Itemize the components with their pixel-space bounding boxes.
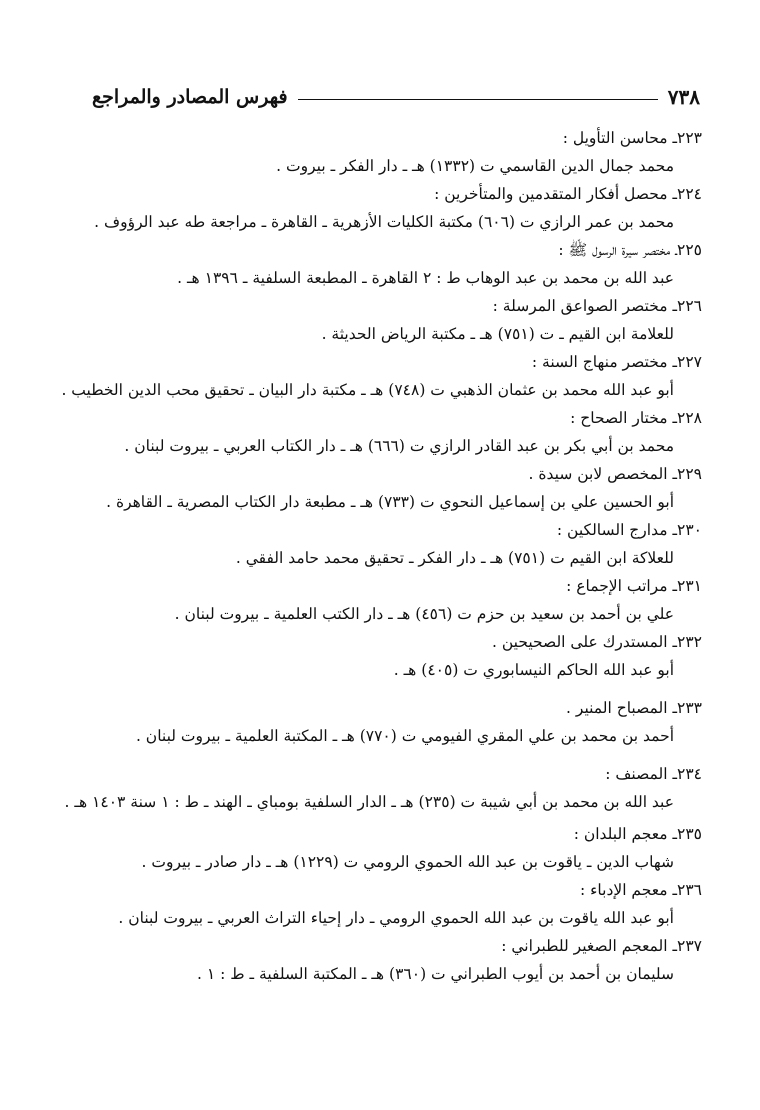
entry-description: أبو عبد الله ياقوت بن عبد الله الحموي الرومي ـ دار إحياء التراث العربي ـ بيروت لبنان . — [118, 909, 674, 927]
entry-title: ـ مختصر منهاج السنة : — [531, 353, 678, 371]
entry-title: ـ محصل أفكار المتقدمين والمتأخرين : — [434, 185, 678, 203]
entry-title-line — [40, 876, 702, 904]
entry-title-line — [40, 628, 702, 656]
entry-title-line — [40, 572, 702, 600]
entry-title-line — [40, 404, 702, 432]
entry-title: ـ مراتب الإجماع : — [566, 577, 678, 595]
running-title: فهرس المصادر والمراجع — [92, 86, 288, 108]
entry-title-line — [40, 516, 702, 544]
entry-title-line — [40, 932, 702, 960]
bibliography-entry — [40, 572, 702, 628]
entry-title: ـ محاسن التأويل : — [562, 129, 678, 147]
entry-number: ٢٢٦ — [677, 297, 702, 315]
entry-title: ـ المستدرك على الصحيحين . — [492, 633, 678, 651]
entry-title: ـ معجم البلدان : — [573, 825, 678, 843]
entry-number: ٢٣٢ — [677, 633, 702, 651]
bibliography-entry — [40, 516, 702, 572]
bibliography-entry — [40, 628, 702, 684]
bibliography-entry — [40, 180, 702, 236]
entry-title-line — [40, 460, 702, 488]
bibliography-entry — [40, 876, 702, 932]
entry-number: ٢٣٣ — [677, 699, 702, 717]
entry-number: ٢٣٧ — [677, 937, 702, 955]
entry-title: ـ المخصص لابن سيدة . — [528, 465, 678, 483]
entry-title: ـ مختصر سيرة الرسول ﷺ : — [558, 241, 678, 259]
entry-number: ٢٣٤ — [677, 765, 702, 783]
entry-title-line — [40, 694, 702, 722]
bibliography-entry — [40, 760, 702, 816]
spacer — [40, 750, 702, 760]
entry-description: أبو عبد الله الحاكم النيسابوري ت (٤٠٥) هـ . — [393, 661, 674, 679]
entry-number: ٢٣٠ — [677, 521, 702, 539]
entry-description: للعلامة ابن القيم ـ ت (٧٥١) هـ ـ مكتبة الرياض الحديثة . — [321, 325, 674, 343]
header-rule — [298, 99, 658, 100]
entry-number: ٢٢٧ — [677, 353, 702, 371]
entry-number: ٢٣٦ — [677, 881, 702, 899]
entry-description: أبو عبد الله محمد بن عثمان الذهبي ت (٧٤٨) هـ ـ مكتبة دار البيان ـ تحقيق محب الدين الخطيب . — [61, 381, 674, 399]
page-header — [92, 82, 700, 112]
bibliography-entry — [40, 694, 702, 750]
entry-description: أبو الحسين علي بن إسماعيل النحوي ت (٧٣٣) هـ ـ مطبعة دار الكتاب المصرية ـ القاهرة . — [106, 493, 674, 511]
entry-description: شهاب الدين ـ ياقوت بن عبد الله الحموي الرومي ت (١٢٢٩) هـ ـ دار صادر ـ بيروت . — [141, 853, 674, 871]
bibliography-list — [40, 124, 702, 988]
entry-title: ـ المصنف : — [605, 765, 678, 783]
entry-number: ٢٢٤ — [677, 185, 702, 203]
entry-number: ٢٢٨ — [677, 409, 702, 427]
entry-title-line — [40, 292, 702, 320]
entry-description: للعلاكة ابن القيم ت (٧٥١) هـ ـ دار الفكر ـ تحقيق محمد حامد الفقي . — [235, 549, 674, 567]
entry-title: ـ المعجم الصغير للطبراني : — [501, 937, 678, 955]
entry-title-line — [40, 760, 702, 788]
entry-description: أحمد بن محمد بن علي المقري الفيومي ت (٧٧٠) هـ ـ المكتبة العلمية ـ بيروت لبنان . — [135, 727, 674, 745]
entry-description: محمد بن عمر الرازي ت (٦٠٦) مكتبة الكليات الأزهرية ـ القاهرة ـ مراجعة طه عبد الرؤوف . — [94, 213, 674, 231]
bibliography-entry — [40, 292, 702, 348]
entry-description: محمد بن أبي بكر بن عبد القادر الرازي ت (٦٦٦) هـ ـ دار الكتاب العربي ـ بيروت لبنان . — [124, 437, 674, 455]
entry-title-line — [40, 124, 702, 152]
entry-title: ـ معجم الإدباء : — [579, 881, 678, 899]
entry-number: ٢٢٥ — [677, 241, 702, 259]
bibliography-entry — [40, 236, 702, 292]
entry-number: ٢٣٥ — [677, 825, 702, 843]
entry-title: ـ المصباح المنير . — [566, 699, 678, 717]
bibliography-entry — [40, 124, 702, 180]
entry-title-line — [40, 348, 702, 376]
spacer — [40, 684, 702, 694]
entry-description: عبد الله بن محمد بن عبد الوهاب ط : ٢ القاهرة ـ المطبعة السلفية ـ ١٣٩٦ هـ . — [177, 269, 674, 287]
page-number: ٧٣٨ — [667, 85, 700, 109]
entry-number: ٢٢٣ — [677, 129, 702, 147]
entry-title-line — [40, 180, 702, 208]
bibliography-entry — [40, 404, 702, 460]
entry-title: ـ مدارج السالكين : — [556, 521, 678, 539]
entry-title-line — [40, 820, 702, 848]
entry-description: محمد جمال الدين القاسمي ت (١٣٣٢) هـ ـ دار الفكر ـ بيروت . — [276, 157, 674, 175]
bibliography-entry — [40, 820, 702, 876]
entry-description: عبد الله بن محمد بن أبي شيبة ت (٢٣٥) هـ ـ الدار السلفية بومباي ـ الهند ـ ط : ١ سنة ١٤٠٣ هـ . — [64, 793, 674, 811]
bibliography-entry — [40, 932, 702, 988]
entry-number: ٢٣١ — [677, 577, 702, 595]
entry-description: سليمان بن أحمد بن أيوب الطبراني ت (٣٦٠) هـ ـ المكتبة السلفية ـ ط : ١ . — [197, 965, 674, 983]
entry-description: علي بن أحمد بن سعيد بن حزم ت (٤٥٦) هـ ـ دار الكتب العلمية ـ بيروت لبنان . — [174, 605, 674, 623]
entry-title: ـ مختصر الصواعق المرسلة : — [492, 297, 678, 315]
entry-number: ٢٢٩ — [677, 465, 702, 483]
bibliography-entry — [40, 460, 702, 516]
entry-title: ـ مختار الصحاح : — [570, 409, 678, 427]
bibliography-entry — [40, 348, 702, 404]
entry-title-line — [40, 236, 702, 264]
